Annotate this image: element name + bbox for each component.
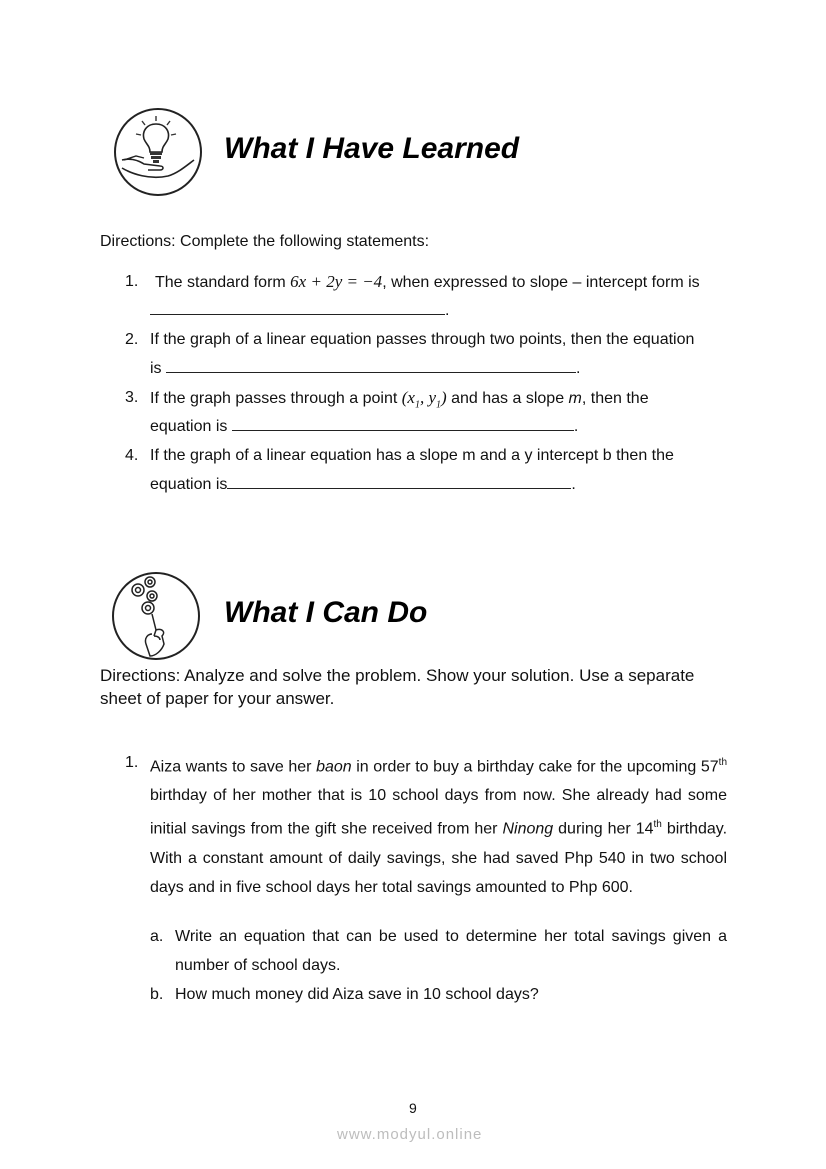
item-number: 4. <box>125 447 139 464</box>
slope-variable: m <box>568 390 582 407</box>
section-title-learned: What I Have Learned <box>224 132 520 165</box>
item-text: equation is <box>150 476 228 493</box>
answer-blank-4[interactable] <box>227 474 571 489</box>
baon-word: baon <box>316 758 352 776</box>
sub-question-b <box>150 980 735 1010</box>
item-number: 1. <box>125 273 139 290</box>
sub-question-text: Write an equation that can be used to determine her total savings given a number of school days. <box>175 928 727 974</box>
watermark: www.modyul.online <box>337 1126 483 1143</box>
item-text: The standard form <box>155 274 291 291</box>
answer-blank-2[interactable] <box>166 358 576 373</box>
ninong-word: Ninong <box>502 820 554 838</box>
directions-can-do: Directions: Analyze and solve the problem. Show your solution. Use a separate sheet of paper for your answer. <box>100 666 695 708</box>
problem-item-1 <box>125 748 735 898</box>
statement-item-4: 4. If the graph of a linear equation has a slope m and a y intercept b then the equation is . <box>125 441 735 501</box>
lightbulb-hand-icon <box>114 108 202 196</box>
item-number: 3. <box>125 389 139 406</box>
sub-label: a. <box>150 928 164 945</box>
sub-label: b. <box>150 986 164 1003</box>
item-text: If the graph passes through a point <box>150 390 402 407</box>
item-text: If the graph of a linear equation has a slope m and a y intercept b then the <box>150 447 674 464</box>
point-notation: ($x_1$, $y_1$) <box>401 388 447 411</box>
directions-learned: Directions: Complete the following statements: <box>100 233 430 250</box>
section-title-can-do: What I Can Do <box>224 596 428 629</box>
sub-question-a <box>150 922 735 982</box>
item-number: 2. <box>125 331 139 348</box>
statement-item-2: 2. If the graph of a linear equation passes through two points, then the equation is . <box>125 325 735 385</box>
statement-item-1: 1. The standard form 6x + 2y = −4, when expressed to slope – intercept form is . <box>125 267 735 327</box>
item-text: If the graph of a linear equation passes through two points, then the equation <box>150 331 695 348</box>
item-text: is <box>150 360 162 377</box>
statement-item-3: 3. If the graph passes through a point ($x_1$, $y_1$) and has a slope m, then the equation is . <box>125 383 735 443</box>
item-text: , when expressed to slope – intercept form is <box>382 274 700 291</box>
item-text: equation is <box>150 418 228 435</box>
gears-hand-icon <box>112 572 200 660</box>
standard-form-equation: 6x + 2y = −4 <box>290 272 383 291</box>
answer-blank-1[interactable] <box>150 300 445 315</box>
problem-text: Aiza wants to save her baon in order to buy a birthday cake for the upcoming 57th birthday of her mother that is 10 school days from now. She already had some initial savings from the gift she received from her Ninong during her 14th birthday. With a constant amount of daily savings, she had saved Php 540 in two school days and in five school days her total savings amounted to Php 600. <box>150 757 728 896</box>
page-number: 9 <box>409 1100 417 1116</box>
sub-question-text: How much money did Aiza save in 10 school days? <box>175 986 539 1003</box>
problem-number: 1. <box>125 754 139 771</box>
item-text: , then the <box>581 390 649 407</box>
answer-blank-3[interactable] <box>232 416 574 431</box>
item-text: and has a slope <box>446 390 569 407</box>
